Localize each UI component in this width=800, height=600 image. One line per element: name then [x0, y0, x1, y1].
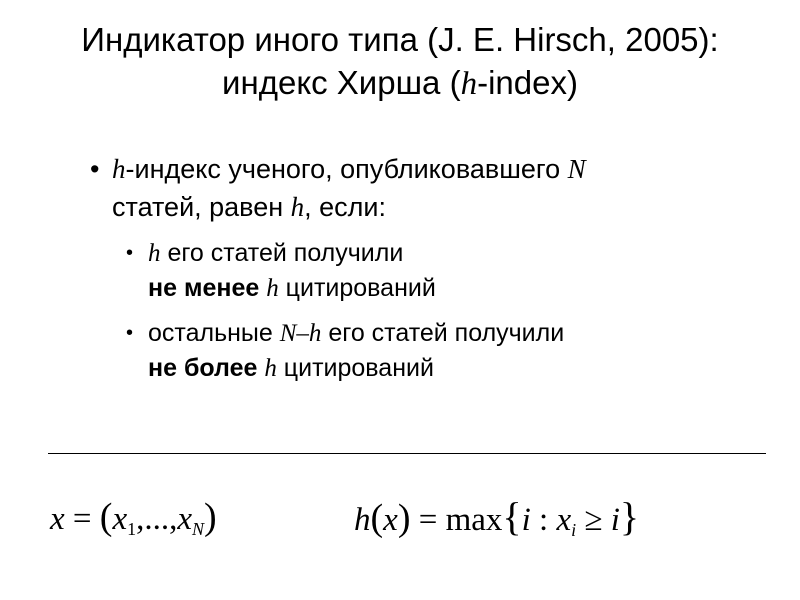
slide-title	[0, 18, 800, 106]
sub-bullet-1-line-1	[148, 236, 780, 271]
formulas	[0, 495, 800, 555]
bullet-main-text-2: статей, равен	[112, 192, 291, 222]
sub-bullet-1-line-2	[148, 271, 780, 306]
close-brace: }	[619, 494, 640, 539]
italic-h: h	[290, 192, 305, 222]
var-x: x	[383, 502, 398, 538]
bullet-main-line-2	[112, 188, 780, 226]
subscript-i: i	[571, 520, 577, 540]
bullet-dot: •	[126, 242, 134, 264]
sub-bullet-2-line-2	[148, 351, 780, 386]
bold-not-more: не более	[148, 354, 258, 382]
var-i: i	[521, 502, 531, 538]
subscript-1: 1	[127, 519, 137, 539]
geq-sign: ≥	[576, 502, 611, 538]
sub-bullet-2-text-3: цитирований	[276, 354, 434, 382]
sub-bullet-2-text-2: его статей получили	[321, 319, 565, 347]
sub-bullet-2-line-1	[148, 316, 780, 351]
formula-h-index	[354, 495, 639, 552]
var-h: h	[354, 502, 371, 538]
colon: :	[530, 502, 557, 538]
bullet-dot: •	[90, 154, 100, 184]
title-line-2	[0, 61, 800, 106]
sub-bullet-1-text-1: его статей получили	[160, 239, 404, 267]
bullet-list	[90, 150, 780, 386]
open-paren: (	[370, 497, 384, 539]
close-paren: )	[204, 496, 217, 538]
sub-bullet-2	[90, 316, 780, 386]
bullet-main-text-3: , если:	[304, 192, 387, 222]
horizontal-divider	[48, 453, 766, 454]
title-h-italic: h	[460, 66, 478, 102]
title-line-2-prefix: индекс Хирша (	[222, 64, 461, 101]
italic-h: h	[264, 355, 277, 382]
italic-h: h	[148, 240, 161, 267]
equals-sign: =	[64, 501, 100, 537]
title-line-1: Индикатор иного типа (J. E. Hirsch, 2005):	[81, 21, 719, 58]
italic-h: h	[266, 275, 279, 302]
subscript-n: N	[192, 519, 205, 539]
bullet-main-text-1: -индекс ученого, опубликовавшего	[125, 154, 568, 184]
title-line-2-suffix: -index)	[477, 64, 578, 101]
italic-n-minus-h: N–h	[279, 320, 322, 347]
var-xn: x	[177, 501, 192, 537]
open-paren: (	[99, 496, 113, 538]
bold-not-less: не менее	[148, 274, 260, 302]
bullet-main-line-1	[112, 150, 780, 188]
var-i: i	[610, 502, 620, 538]
ellipsis: ,...,	[136, 501, 178, 537]
var-x: x	[50, 501, 65, 537]
bullet-dot: •	[126, 322, 134, 344]
sub-bullet-2-text-1: остальные	[148, 319, 280, 347]
italic-n: N	[567, 154, 586, 184]
sub-bullet-1-text-2: цитирований	[278, 274, 436, 302]
formula-vector-x	[50, 495, 217, 551]
sub-bullet-1	[90, 236, 780, 306]
bullet-main	[90, 150, 780, 226]
italic-h: h	[112, 154, 126, 184]
open-brace: {	[502, 494, 522, 539]
equals-max: = max	[410, 502, 503, 538]
var-x1: x	[112, 501, 128, 537]
close-paren: )	[397, 497, 411, 539]
var-xi: x	[556, 502, 572, 538]
